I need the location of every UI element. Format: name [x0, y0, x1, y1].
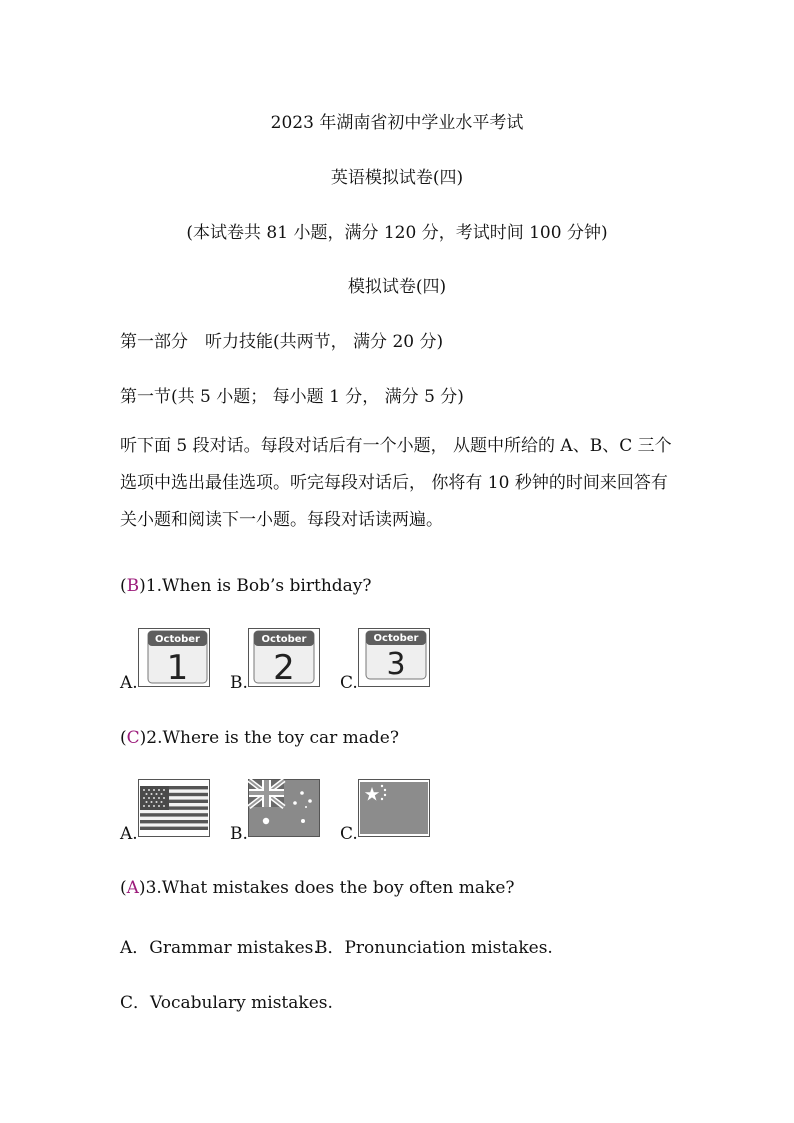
option-2b-letter: B. [230, 824, 248, 844]
option-3c: C．Vocabulary mistakes. [120, 993, 333, 1013]
calendar-day: 3 [386, 647, 406, 682]
calendar-month: October [373, 633, 419, 644]
exam-info: (本试卷共 81 小题，满分 120 分，考试时间 100 分钟) [186, 223, 608, 243]
answer-3: A [126, 878, 139, 898]
calendar-month: October [155, 634, 200, 645]
question-1-stem: 1.When is Bob’s birthday? [145, 576, 372, 596]
australia-flag-icon [248, 779, 320, 837]
calendar-icon [138, 628, 210, 687]
paper-title: 英语模拟试卷(四) [330, 168, 464, 188]
option-2c-letter: C. [340, 824, 358, 844]
part-title: 第一部分 听力技能(共两节， 满分 20 分) [120, 332, 444, 352]
option-1b-letter: B. [230, 673, 248, 693]
question-3-stem: 3.What mistakes does the boy often make? [145, 878, 515, 898]
question-2-stem: 2.Where is the toy car made? [146, 728, 399, 748]
exam-title: 2023 年湖南省初中学业水平考试 [270, 113, 524, 133]
option-1a-letter: A. [120, 673, 138, 693]
calendar-day: 1 [166, 648, 189, 687]
answer-2: C [126, 728, 140, 748]
china-flag-icon [358, 779, 430, 837]
subsection-title: 第一节(共 5 小题； 每小题 1 分， 满分 5 分) [120, 387, 464, 407]
paper-subtitle: 模拟试卷(四) [347, 277, 447, 297]
option-3a: A．Grammar mistakes. [120, 938, 319, 958]
option-1c-letter: C. [340, 673, 358, 693]
calendar-day: 2 [273, 648, 295, 687]
calendar-icon [358, 628, 430, 687]
question-3: (A)3.What mistakes does the boy often make? [120, 878, 515, 898]
option-3b: B．Pronunciation mistakes. [315, 938, 553, 958]
usa-flag-icon [138, 779, 210, 837]
calendar-month: October [261, 634, 307, 645]
option-2a-letter: A. [120, 824, 138, 844]
question-1: (B)1.When is Bob’s birthday? [120, 576, 372, 596]
instructions: 听下面 5 段对话。每段对话后有一个小题， 从题中所给的 A、B、C 三个选项中选出最佳选项。听完每段对话后， 你将有 10 秒钟的时间来回答有关小题和阅读下一小题。每段对话读两遍。 [120, 436, 672, 530]
calendar-icon [248, 628, 320, 687]
answer-1: B [126, 576, 140, 596]
question-2: (C)2.Where is the toy car made? [120, 728, 399, 748]
